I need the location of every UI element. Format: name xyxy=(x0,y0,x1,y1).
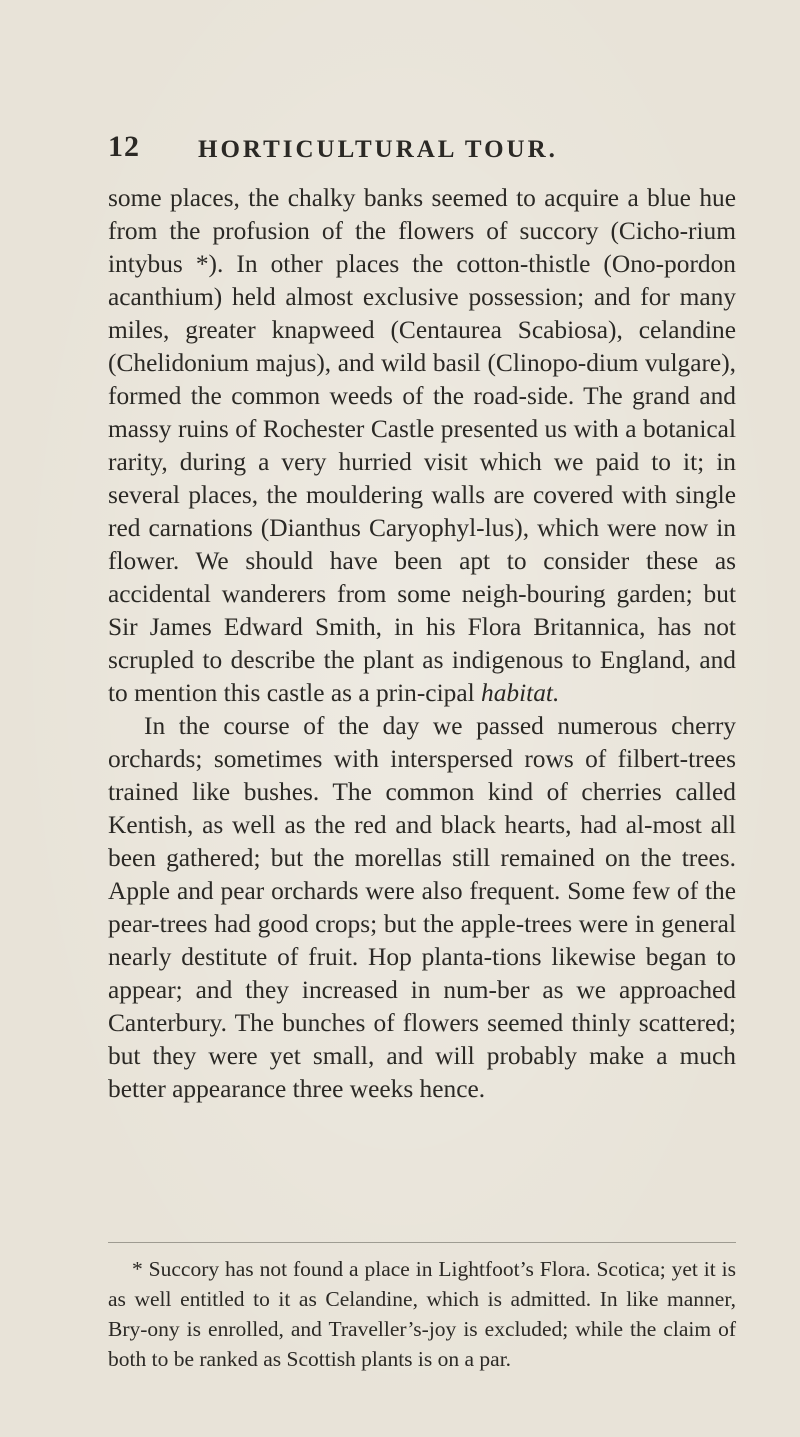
footnote-divider xyxy=(108,1242,736,1243)
paragraph xyxy=(108,182,736,710)
paragraph-text: In the course of the day we passed numerous cherry orchards; sometimes with interspersed rows of filbert-trees trained like bushes. The common kind of cherries called Kentish, as well as the red and black hearts, had al-most all been gathered; but the morellas still remained on the trees. Apple and pear orchards were also frequent. Some few of the pear-trees had good crops; but the apple-trees were in general nearly destitute of fruit. Hop planta-tions likewise began to appear; and they increased in num-ber as we approached Canterbury. The bunches of flowers seemed thinly scattered; but they were yet small, and will probably make a much better appearance three weeks hence. xyxy=(108,712,736,1103)
page-number: 12 xyxy=(108,130,140,163)
main-text xyxy=(108,182,736,1106)
paragraph-text: some places, the chalky banks seemed to acquire a blue hue from the profusion of the flowers of succory (Cicho-rium intybus *). In other places the cotton-thistle (Ono-pordon acanthium) held almost exclusive possession; and for many miles, greater knapweed (Centaurea Scabiosa), celandine (Chelidonium majus), and wild basil (Clinopo-dium vulgare), formed the common weeds of the road-side. The grand and massy ruins of Rochester Castle presented us with a botanical rarity, during a very hurried visit which we paid to it; in several places, the mouldering walls are covered with single red carnations (Dianthus Caryophyl-lus), which were now in flower. We should have been apt to consider these as accidental wanderers from some neigh-bouring garden; but Sir James Edward Smith, in his Flora Britannica, has not scrupled to describe the plant as indigenous to England, and to mention this castle as a prin-cipal xyxy=(108,184,736,707)
page-header xyxy=(0,130,800,170)
italic-word: habitat. xyxy=(481,679,560,707)
running-title: HORTICULTURAL TOUR. xyxy=(198,136,558,163)
footnote: * Succory has not found a place in Lightfoot’s Flora. Scotica; yet it is as well entitled to it as Celandine, which is admitted. In like manner, Bry-ony is enrolled, and Traveller’s-joy is excluded; while the claim of both to be ranked as Scottish plants is on a par. xyxy=(108,1257,736,1371)
paragraph xyxy=(108,710,736,1106)
